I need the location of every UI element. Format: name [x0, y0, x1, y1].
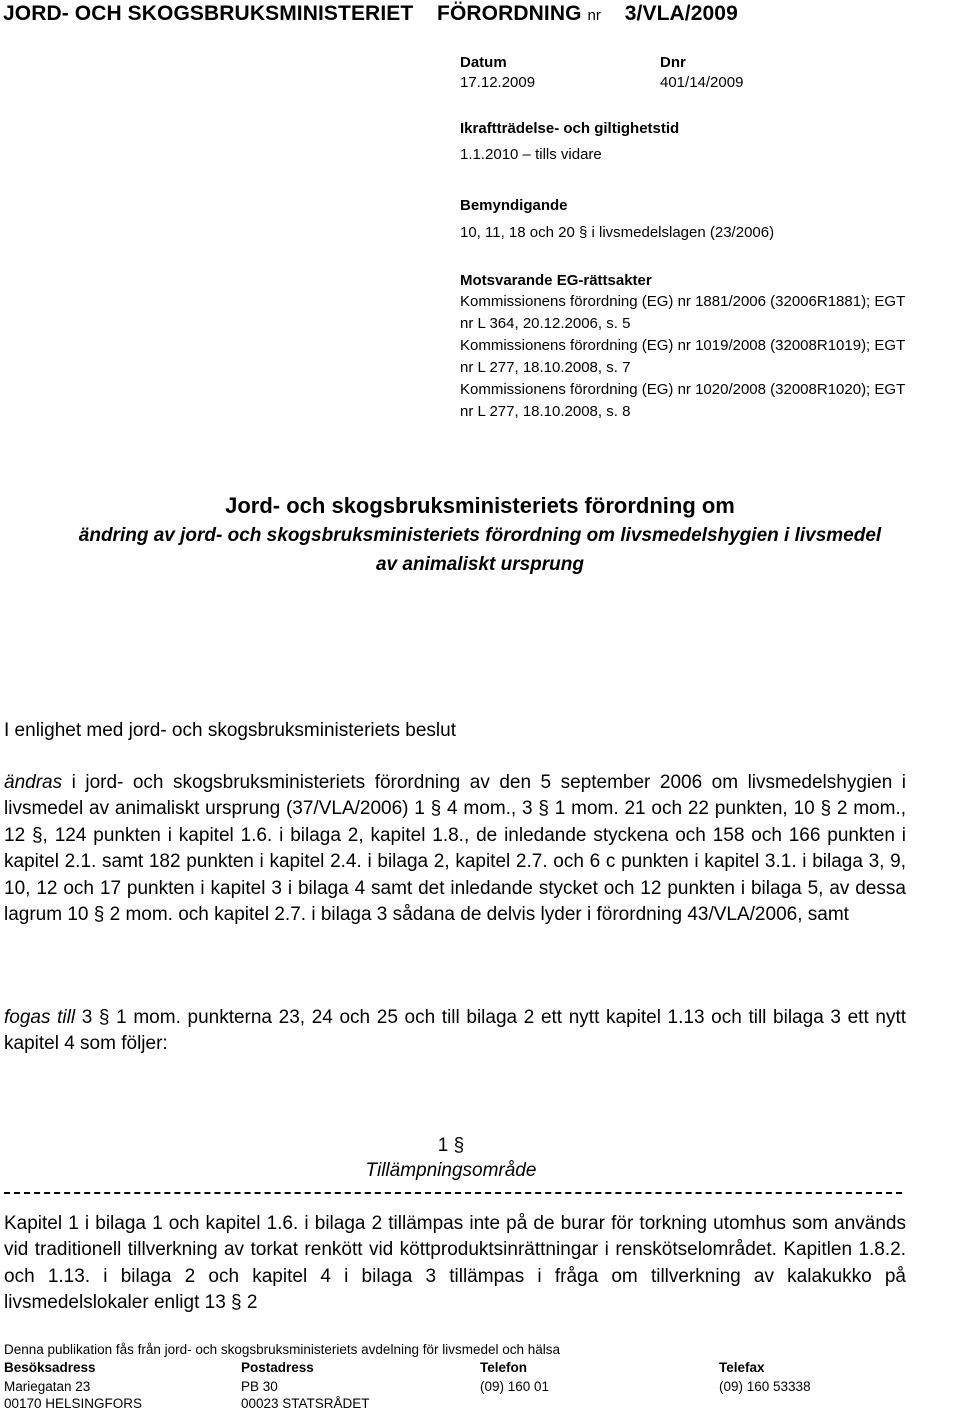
dnr-label: Dnr: [660, 54, 686, 71]
dnr-value: 401/14/2009: [660, 74, 744, 91]
besok-line: Mariegatan 23: [4, 1379, 91, 1394]
motsvarande-line: nr L 277, 18.10.2008, s. 7: [460, 359, 631, 376]
section-title: Tillämpningsområde: [365, 1160, 537, 1181]
ministry-name: JORD- OCH SKOGSBRUKSMINISTERIET: [3, 2, 414, 25]
ikraft-label: Ikraftträdelse- och giltighetstid: [460, 120, 680, 137]
besok-line: 00170 HELSINGFORS: [4, 1396, 143, 1411]
bemyndigande-value: 10, 11, 18 och 20 § i livsmedelslagen (23/2006): [460, 224, 775, 241]
section-number: 1 §: [437, 1135, 465, 1156]
dashed-divider: [4, 1192, 902, 1194]
ikraft-value: 1.1.2010 – tills vidare: [460, 146, 602, 163]
motsvarande-line: Kommissionens förordning (EG) nr 1020/2008 (32008R1020); EGT: [460, 381, 906, 398]
intro-paragraph: I enlighet med jord- och skogsbruksministeriets beslut: [4, 720, 456, 741]
amendment-paragraph: [4, 770, 906, 928]
motsvarande-line: Kommissionens förordning (EG) nr 1881/2006 (32006R1881); EGT: [460, 293, 906, 310]
andras-word: ändras: [4, 772, 63, 793]
datum-label: Datum: [460, 54, 507, 71]
regulation-subtitle: [0, 521, 960, 579]
telefon-value: (09) 160 01: [480, 1379, 550, 1394]
telefax-value: (09) 160 53338: [719, 1379, 811, 1394]
motsvarande-line: Kommissionens förordning (EG) nr 1019/2008 (32008R1019); EGT: [460, 337, 906, 354]
amendment-text: i jord- och skogsbruksministeriets förordning av den 5 september 2006 om livsmedelshygien i livsmedel av animaliskt ursprung (37/VLA/2006) 1 § 4 mom., 3 § 1 mom. 21 och 22 punkten, 10 § 2 mom., 12 §, 124 punkten i kapitel 1.6. i bilaga 2, kapitel 1.8., de inledande styckena och 158 och 166 punkten i kapitel 2.1. samt 182 punkten i kapitel 2.4. i bilaga 2, kapitel 2.7. och 6 c punkten i kapitel 3.1. i bilaga 3, 9, 10, 12 och 17 punkten i kapitel 3 i bilaga 4 samt det inledande stycket och 12 punkten i bilaga 5, av dessa lagrum 10 § 2 mom. och kapitel 2.7. i bilaga 3 sådana de delvis lyder i förordning 43/VLA/2006, samt: [4, 772, 906, 926]
post-line: 00023 STATSRÅDET: [241, 1396, 370, 1411]
motsvarande-line: nr L 364, 20.12.2006, s. 5: [460, 315, 631, 332]
nr-label: nr: [587, 7, 602, 24]
subtitle-line: av animaliskt ursprung: [375, 554, 584, 575]
telefax-label: Telefax: [719, 1360, 765, 1375]
telefon-label: Telefon: [480, 1360, 527, 1375]
fogas-word: fogas till: [4, 1007, 76, 1028]
regulation-title: Jord- och skogsbruksministeriets förordning om: [225, 493, 735, 518]
bemyndigande-label: Bemyndigande: [460, 197, 568, 214]
section-paragraph: Kapitel 1 i bilaga 1 och kapitel 1.6. i bilaga 2 tillämpas inte på de burar för torkning utomhus som används vid traditionell tillverkning av torkat renkött vid köttproduktsinrättningar i renskötselområdet. Kapitlen 1.8.2. och 1.13. i bilaga 2 och kapitel 4 i bilaga 3 tillämpas i fråga om tillverkning av kalakukko på livsmedelslokaler enligt 13 § 2: [4, 1213, 906, 1314]
addition-text: 3 § 1 mom. punkterna 23, 24 och 25 och till bilaga 2 ett nytt kapitel 1.13 och till bilaga 3 ett nytt kapitel 4 som följer:: [4, 1007, 907, 1055]
document-type: FÖRORDNING: [437, 2, 582, 25]
addition-paragraph: [4, 1005, 906, 1058]
datum-value: 17.12.2009: [460, 74, 536, 91]
subtitle-line: ändring av jord- och skogsbruksministeriets förordning om livsmedelshygien i livsmedel: [78, 525, 882, 546]
post-label: Postadress: [241, 1360, 314, 1375]
motsvarande-line: nr L 277, 18.10.2008, s. 8: [460, 403, 631, 420]
besok-label: Besöksadress: [4, 1360, 96, 1375]
document-number: 3/VLA/2009: [624, 2, 738, 25]
post-line: PB 30: [241, 1379, 278, 1394]
motsvarande-label: Motsvarande EG-rättsakter: [460, 272, 652, 289]
footer-notice: Denna publikation fås från jord- och skogsbruksministeriets avdelning för livsmedel och hälsa: [4, 1342, 561, 1357]
document-header: [3, 2, 738, 26]
